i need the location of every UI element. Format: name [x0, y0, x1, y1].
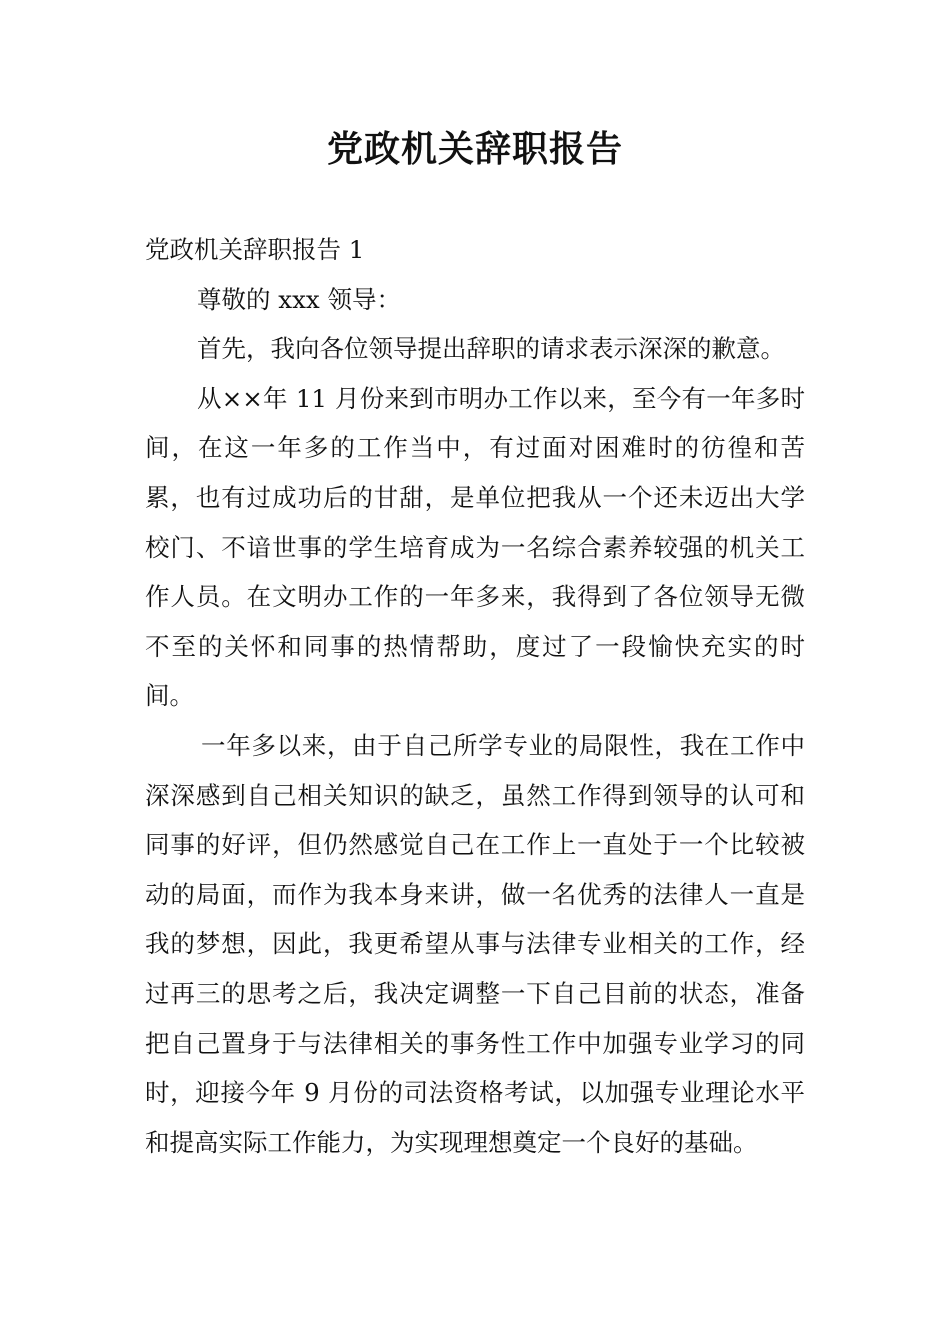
section-heading: 党政机关辞职报告 1 [145, 235, 365, 264]
salutation: 尊敬的 xxx 领导： [197, 284, 402, 314]
document-body [145, 225, 805, 1167]
paragraph-3: 一年多以来，由于自己所学专业的局限性，我在工作中深深感到自己相关知识的缺乏，虽然工作得到领导的认可和同事的好评，但仍然感觉自己在工作上一直处于一个比较被动的局面，而作为我本身来讲，做一名优秀的法律人一直是我的梦想，因此，我更希望从事与法律专业相关的工作，经过再三的思考之后，我决定调整一下自己目前的状态，准备把自己置身于与法律相关的事务性工作中加强专业学习的同时，迎接今年 9 月份的司法资格考试，以加强专业理论水平和提高实际工作能力，为实现理想奠定一个良好的基础。 [145, 730, 805, 1157]
paragraph-2: 从××年 11 月份来到市明办工作以来，至今有一年多时间，在这一年多的工作当中，有过面对困难时的彷徨和苦累，也有过成功后的甘甜，是单位把我从一个还未迈出大学校门、不谙世事的学生培育成为一名综合素养较强的机关工作人员。在文明办工作的一年多来，我得到了各位领导无微不至的关怀和同事的热情帮助，度过了一段愉快充实的时间。 [145, 383, 805, 711]
paragraph-1: 首先，我向各位领导提出辞职的请求表示深深的歉意。 [197, 334, 785, 364]
document-title: 党政机关辞职报告 [326, 129, 623, 170]
